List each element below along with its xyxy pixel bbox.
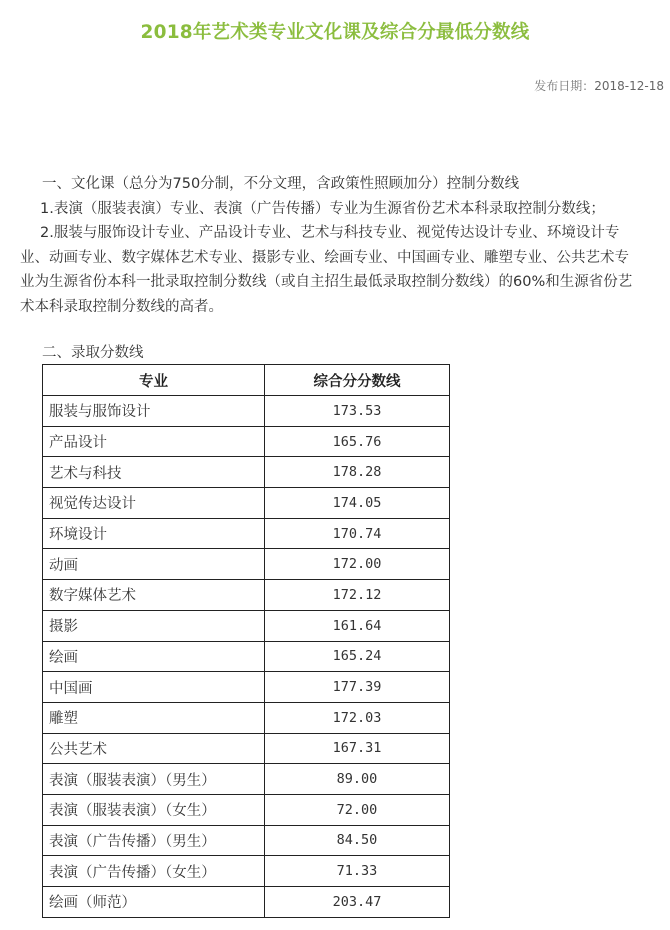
table-header-row (43, 365, 450, 396)
column-header-major: 专业 (43, 365, 265, 396)
major-cell: 公共艺术 (43, 733, 265, 764)
table-row (43, 825, 450, 856)
column-header-score: 综合分分数线 (265, 365, 450, 396)
score-cell: 172.03 (265, 702, 450, 733)
major-cell: 表演（广告传播）（女生） (43, 856, 265, 887)
major-cell: 环境设计 (43, 518, 265, 549)
table-row (43, 518, 450, 549)
major-cell: 绘画 (43, 641, 265, 672)
score-cell: 165.76 (265, 426, 450, 457)
score-cell: 178.28 (265, 457, 450, 488)
score-cell: 203.47 (265, 887, 450, 918)
major-cell: 雕塑 (43, 702, 265, 733)
table-row (43, 641, 450, 672)
table-row (43, 457, 450, 488)
table-row (43, 794, 450, 825)
major-cell: 艺术与科技 (43, 457, 265, 488)
page-title: 2018年艺术类专业文化课及综合分最低分数线 (140, 22, 530, 43)
score-cell: 170.74 (265, 518, 450, 549)
publish-date-value: 2018-12-18 (594, 79, 664, 93)
score-cell: 72.00 (265, 794, 450, 825)
score-cell: 161.64 (265, 610, 450, 641)
major-cell: 数字媒体艺术 (43, 580, 265, 611)
table-row (43, 702, 450, 733)
section1-item-1: 1.表演（服装表演）专业、表演（广告传播）专业为生源省份艺术本科录取控制分数线； (40, 200, 605, 217)
table-row (43, 856, 450, 887)
table-row (43, 488, 450, 519)
major-cell: 产品设计 (43, 426, 265, 457)
table-row (43, 549, 450, 580)
publish-date (534, 77, 664, 94)
publish-date-label: 发布日期： (534, 79, 595, 93)
major-cell: 动画 (43, 549, 265, 580)
table-row (43, 733, 450, 764)
major-cell: 表演（服装表演）（男生） (43, 764, 265, 795)
score-cell: 174.05 (265, 488, 450, 519)
table-row (43, 426, 450, 457)
score-cell: 84.50 (265, 825, 450, 856)
score-cell: 165.24 (265, 641, 450, 672)
score-cell: 172.00 (265, 549, 450, 580)
major-cell: 表演（服装表演）（女生） (43, 794, 265, 825)
major-cell: 摄影 (43, 610, 265, 641)
score-cell: 173.53 (265, 396, 450, 427)
score-cell: 172.12 (265, 580, 450, 611)
table-row (43, 887, 450, 918)
section-culture-scores (20, 172, 640, 319)
section1-heading: 一、文化课（总分为750分制，不分文理，含政策性照顾加分）控制分数线 (42, 176, 520, 192)
major-cell: 表演（广告传播）（男生） (43, 825, 265, 856)
major-cell: 绘画（师范） (43, 887, 265, 918)
score-cell: 167.31 (265, 733, 450, 764)
major-cell: 中国画 (43, 672, 265, 703)
score-table-body (43, 396, 450, 918)
major-cell: 服装与服饰设计 (43, 396, 265, 427)
section1-item-2: 2.服装与服饰设计专业、产品设计专业、艺术与科技专业、视觉传达设计专业、环境设计专业、动画专业、数字媒体艺术专业、摄影专业、绘画专业、中国画专业、雕塑专业、公共艺术专业为生源省份本科一批录取控制分数线（或自主招生最低录取控制分数线）的60%和生源省份艺术本科录取控制分数线的高者。 (20, 225, 633, 315)
table-row (43, 396, 450, 427)
table-row (43, 764, 450, 795)
section-admission-scores (20, 341, 640, 366)
table-row (43, 610, 450, 641)
score-table (42, 364, 450, 918)
section2-heading: 二、录取分数线 (42, 345, 144, 361)
score-cell: 89.00 (265, 764, 450, 795)
score-cell: 71.33 (265, 856, 450, 887)
score-cell: 177.39 (265, 672, 450, 703)
major-cell: 视觉传达设计 (43, 488, 265, 519)
table-row (43, 580, 450, 611)
table-row (43, 672, 450, 703)
